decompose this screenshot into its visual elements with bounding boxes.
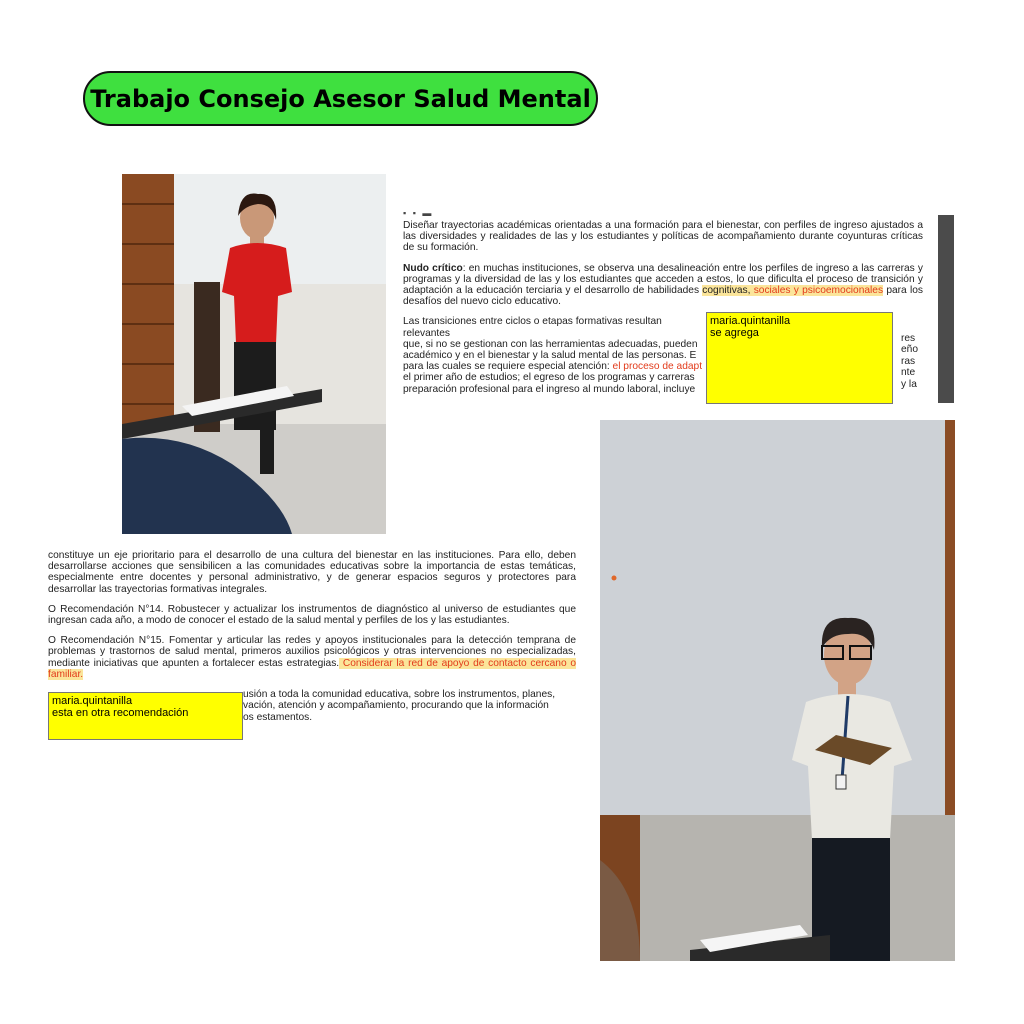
highlight-cognitivas: cognitivas, <box>702 285 754 297</box>
doc-bottom-paragraph-0: constituye un eje prioritario para el desarrollo de una cultura del bienestar en las instituciones. Para ello, deben desarrollarse acciones que sensibilicen a las comunidades educativas sobre la importancia de estas temáticas, especialmente entre docentes y personal administrativo, y de generar espacios seguros y protectores para desarrollar las trayectorias formativas integrales. <box>48 550 576 595</box>
recommendation-14: O Recomendación N°14. Robustecer y actualizar los instrumentos de diagnóstico al universo de estudiantes que ingresan cada año, a modo de conocer el estado de la salud mental y perfiles de los y las estudiantes. <box>48 603 576 627</box>
doc-top-right-fragments: res eño ras nte y la <box>901 333 918 390</box>
comment-text: se agrega <box>710 327 759 339</box>
comment-author: maria.quintanilla <box>52 695 133 707</box>
comment-box-bottom[interactable] <box>48 692 243 740</box>
scrollbar-strip <box>938 215 954 403</box>
doc-bottom-paragraph-3: usión a toda la comunidad educativa, sobre los instrumentos, planes, vación, atención y acompañamiento, procurando que la información os estamentos. <box>243 689 556 723</box>
recommendation-15: O Recomendación N°15. Fomentar y articular las redes y apoyos institucionales para la detección temprana de problemas y trastornos de salud mental, primeros auxilios psicológicos y otras intervenciones no especializadas, mediante iniciativas que apunten a fortalecer estas estrategias. Considerar la red de apoyo de contacto cercano o familiar. <box>48 635 577 680</box>
doc-top-paragraph-1: Diseñar trayectorias académicas orientadas a una formación para el bienestar, con perfiles de ingreso ajustados a las diversidades y realidades de las y los estudiantes y políticas de acompañamiento durante coyunturas críticas de su formación. <box>403 220 923 254</box>
photo-man-presenting <box>600 420 955 961</box>
photo-man-illustration <box>600 420 955 961</box>
highlight-red-text: Considerar la red de apoyo de contacto cercano o familiar. <box>48 657 577 680</box>
comment-text: esta en otra recomendación <box>52 707 189 719</box>
photo-woman-presenting <box>122 174 386 534</box>
photo-woman-illustration <box>122 174 386 534</box>
comment-author: maria.quintanilla <box>710 315 791 327</box>
nudo-critico-label: Nudo crítico <box>403 262 463 274</box>
doc-top-paragraph-2: Nudo crítico: en muchas instituciones, se observa una desalineación entre los perfiles de ingreso a las carreras y programas y la diversidad de las y los estudiantes que acceden a estos, lo que dificulta el proceso de transición y adaptación a la educación terciaria y el desarrollo de habilidades cognitivas, sociales y psicoemocionales para los desafíos del nuevo ciclo educativo. <box>403 262 923 308</box>
doc-top-paragraph-3: Las transiciones entre ciclos o etapas formativas resultan relevantes que, si no se gestionan con las herramientas adecuadas, pueden académico y en el bienestar y la salud mental de las personas. E para las cuales se requiere especial atención: el proceso de adapt el primer año de estudios; el egreso de los programas y carreras preparación profesional para el ingreso al mundo laboral, incluye <box>403 316 703 395</box>
page-title: Trabajo Consejo Asesor Salud Mental <box>83 71 598 126</box>
comment-box-top[interactable] <box>706 312 893 404</box>
cut-heading: ▪ ▪ ▬ <box>403 208 434 218</box>
highlight-red-text: sociales y psicoemocionales <box>753 285 884 297</box>
